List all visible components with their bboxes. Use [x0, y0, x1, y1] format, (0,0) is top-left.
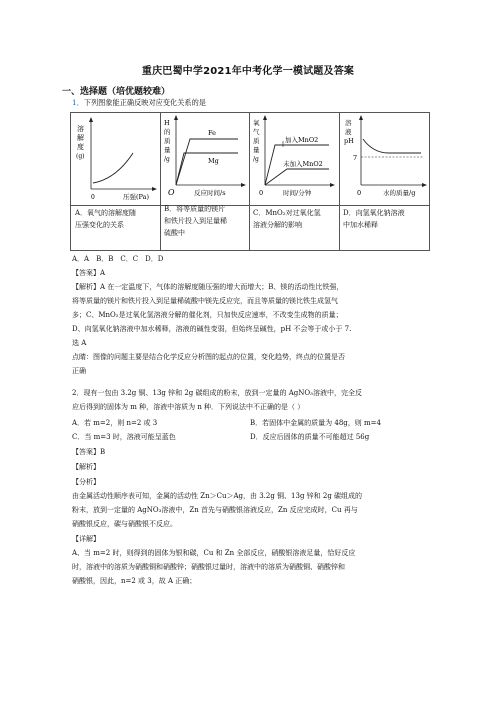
option-c-cell	[253, 207, 338, 231]
detail-line-1: A、当 m=2 时，则得到的固体为银和碳，Cu 和 Zn 全部反应，硝酸银溶液足量，恰好反应	[72, 549, 356, 557]
analysis-line-7: 正确	[72, 367, 86, 375]
page-title: 重庆巴蜀中学2021年中考化学一模试题及答案	[141, 66, 355, 77]
graph-c-xlabel: 时间/分钟	[283, 189, 312, 197]
option-b-line-2: 和铁片投入到足量稀	[164, 217, 227, 225]
analysis-line-1: 【解析】A 在一定温度下，气体的溶解度随压强的增大而增大；B、镁的活动性比铁强，	[72, 283, 344, 291]
section-heading: 一、选择题（培优题较难）	[62, 87, 171, 97]
question-1-stem	[72, 98, 206, 108]
question-2-option-b: B．若固体中金属的质量为 48g，则 m=4	[250, 419, 381, 427]
question-2-stem-line-2: 应后得到的固体为 m 种，溶液中溶质为 n 种．下列说法中不正确的是（ ）	[72, 403, 305, 411]
graph-c-ylabel-3: 质	[253, 137, 260, 145]
question-2-fenxi-head: 【分析】	[72, 478, 100, 486]
graph-a-ylabel-1: 溶	[77, 125, 84, 133]
graph-d-ylabel-2: 液	[345, 128, 352, 136]
graph-b-ylabel-1: H	[164, 119, 170, 127]
graph-a-ylabel-4: (g)	[76, 153, 85, 160]
graph-d-ylabel-1: 溶	[345, 119, 352, 127]
graph-b-origin: O	[168, 188, 175, 197]
detail-line-3: 硝酸银，因此，n=2 或 3，故 A 正确；	[72, 577, 197, 585]
graph-d-origin: 0	[357, 189, 362, 197]
graph-a-xlabel: 压强(Pa)	[123, 193, 150, 201]
graph-c-without-mno2: 未加入MnO2	[283, 160, 323, 168]
graph-c-origin: 0	[259, 189, 264, 197]
option-a-line-2: 压强变化的关系	[75, 221, 124, 229]
option-d-line-1: D．向氢氧化钠溶液	[343, 209, 405, 217]
graph-b-ylabel-3: 质	[164, 137, 171, 145]
graph-d-xlabel: 水的质量/g	[383, 189, 416, 197]
analysis-line-3: 多；C、MnO₂是过氧化氢溶液分解的催化剂，只加快反应速率，不改变生成物的质量；	[72, 311, 343, 319]
option-c-line-2: 溶液分解的影响	[253, 221, 302, 229]
option-a-line-1: A．氧气的溶解度随	[75, 209, 137, 217]
question-2-answer: 【答案】B	[72, 448, 106, 456]
graph-d-ylabel-3: pH	[344, 137, 354, 145]
graph-d	[339, 113, 429, 205]
question-2-stem-line-1: 2．现有一包由 3.2g 铜、13g 锌和 2g 碳组成的粉末，放到一定量的 AgNO₃溶液中，完全反	[72, 389, 362, 397]
option-a-cell	[75, 207, 159, 231]
graph-a-ylabel-3: 度	[77, 143, 84, 151]
option-d-cell	[343, 207, 428, 231]
option-b-line-1: B．将等质量的镁片	[164, 205, 226, 213]
option-b-cell	[164, 203, 248, 239]
question-1-answer: 【答案】A	[72, 269, 106, 277]
option-b-line-3: 硫酸中	[164, 229, 185, 237]
graph-b-ylabel-2: 的	[164, 128, 171, 136]
graph-a	[71, 113, 160, 205]
question-number: 1．	[72, 98, 84, 107]
graph-c-ylabel-1: 氧	[253, 119, 260, 127]
question-2-analysis-head: 【解析】	[72, 463, 100, 471]
graph-b-fe-label: Fe	[208, 129, 217, 137]
graph-b-mg-label: Mg	[208, 157, 219, 165]
graph-c-ylabel-5: /g	[253, 156, 259, 163]
question-2-option-c: C．当 m=3 时，溶液可能呈蓝色	[72, 433, 176, 441]
question-1-figure-table	[70, 112, 430, 251]
analysis-line-2: 将等质量的镁片和铁片投入到足量稀硫酸中镁先反应完，而且等质量的镁比铁生成氢气	[72, 297, 338, 305]
question-2-option-a: A．若 m=2，则 n=2 或 3	[72, 419, 158, 427]
graph-b-ylabel-4: 量	[164, 146, 171, 154]
fenxi-line-1: 由金属活动性顺序表可知，金属的活动性 Zn＞Cu＞Ag，由 3.2g 铜、13g 锌和 2g 碳组成的	[72, 492, 363, 500]
option-d-line-2: 中加水稀释	[343, 221, 378, 229]
graph-c	[249, 113, 339, 205]
graph-b	[160, 113, 249, 205]
question-2-option-d: D．反应后固体的质量不可能超过 56g	[250, 433, 370, 441]
graph-b-ylabel-5: /g	[164, 156, 170, 163]
question-text: 下列图象能正确反映对应变化关系的是	[83, 98, 206, 107]
option-c-line-1: C．MnO₂对过氧化氢	[253, 209, 321, 217]
analysis-line-4: D、向氢氧化钠溶液中加水稀释，溶液的碱性变弱，但始终呈碱性，pH 不会等于或小于 7.	[72, 325, 352, 333]
graph-b-xlabel: 反应时间/s	[194, 189, 226, 197]
analysis-line-5: 选 A	[72, 339, 87, 347]
graph-a-origin: 0	[91, 194, 95, 201]
graph-a-ylabel-2: 解	[77, 134, 84, 142]
question-1-choices: A．A B．B C．C D．D	[72, 255, 164, 263]
detail-line-2: 时，溶液中的溶质为硝酸铜和硝酸锌；硝酸银过量时，溶液中的溶质为硝酸铜、硝酸锌和	[72, 563, 345, 571]
graph-d-seven: 7	[353, 154, 358, 162]
graph-c-ylabel-2: 气	[253, 128, 260, 136]
graph-c-with-mno2: 加入MnO2	[285, 136, 319, 144]
graph-c-ylabel-4: 量	[253, 146, 260, 154]
analysis-line-6: 点睛：图像的问题主要是结合化学反应分析图的起点的位置，变化趋势，终点的位置是否	[72, 353, 345, 361]
fenxi-line-2: 粉末，放到一定量的 AgNO₃溶液中，Zn 首先与硝酸银溶液反应，Zn 反应完成时，Cu 再与	[72, 506, 358, 514]
question-2-detail-head: 【详解】	[72, 535, 100, 543]
fenxi-line-3: 硝酸银反应，碳与硝酸银不反应。	[72, 520, 177, 528]
